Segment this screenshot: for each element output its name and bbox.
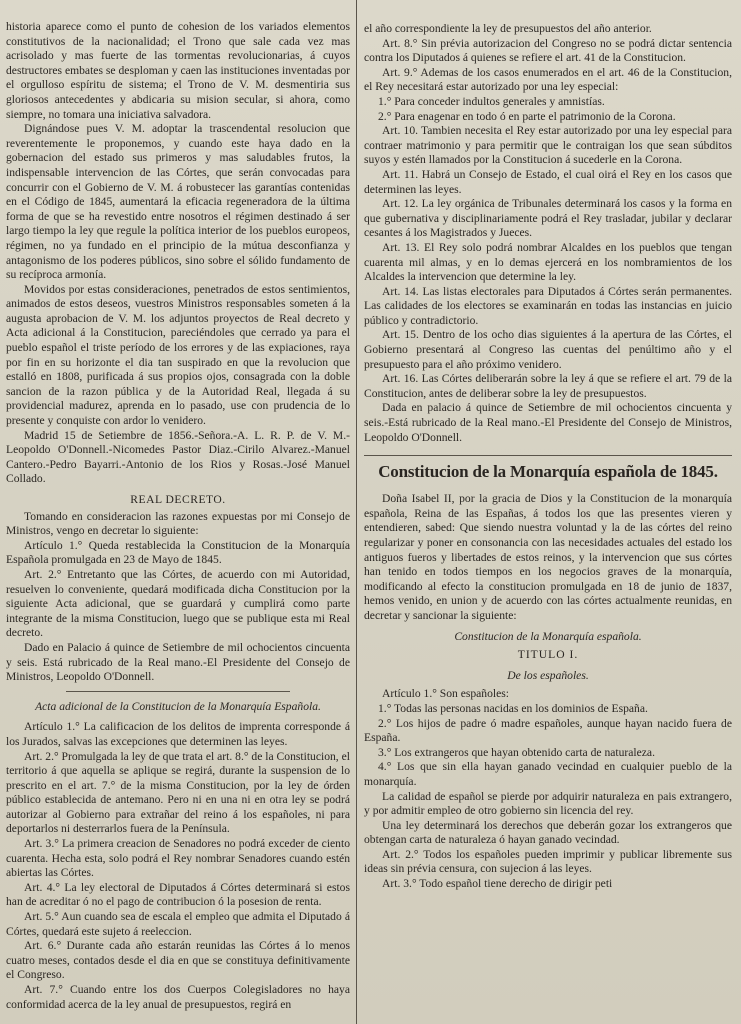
list-item: 1.° Todas las personas nacidas en los dominios de España. — [378, 701, 648, 715]
exposicion-paragraph: Movidos por estas consideraciones, penetrados de estos sentimientos, animados de estos deseos, vuestros Ministros responsables someten á la augusta aprobacion de V. M. los adjuntos proyectos de Real decreto y Acta adicional á la Constitucion, pareciéndoles que cerrado ya para el pueblo español el triste período de los errores y de las expiaciones, raya por fin en su horizonte el dia tan suspirado en que la revolucion que estalló en 1808, purificada á sus propios ojos, consagrada con la doble sancion de la razon pública y de la Autoridad Real, llegada á su providencial madurez, aprenda en lo pasado, use con prudencia de lo presente y conquiste con ardor lo venidero. — [6, 282, 350, 428]
acta-article: Art. 5.° Aun cuando sea de escala el empleo que admita el Diputado á Córtes, quedará este sujeto á reeleccion. — [6, 910, 350, 938]
left-column — [6, 20, 350, 1020]
acta-article: Art. 3.° La primera creacion de Senadores no podrá exceder de ciento cuarenta. Hecha esta, solo podrá el Rey nombrar Senadores cuando estén abiertas las Córtes. — [6, 837, 350, 880]
acta-article: Art. 16. Las Córtes deliberarán sobre la ley á que se refiere el art. 79 de la Constitucion, antes de deliberar sobre la ley de presupuestos. — [364, 372, 732, 400]
exposicion-paragraph: Dignándose pues V. M. adoptar la trascendental resolucion que reverentemente le proponemos, y cuando este haya dado en la gobernacion del estado sus primeros y mas saludables frutos, la indispensable intervencion de las Córtes, que serán convocadas para concurrir con el Gobierno de V. M. á robustecer las garantías contenidas en el Código de 1845, aumentará la eficacia regeneradora de la última forma de que se ha revestido entre nosotros el régimen destinado á ser largo tiempo la ley que regule la política interior de los pueblos europeos, régimen, no ya fundado en el principio de la mútua desconfianza y antagonismo de los poderes públicos, sino sobre el sólido fundamento de su recíproca armonía. — [6, 122, 350, 282]
acta-article: Art. 12. La ley orgánica de Tribunales determinará los casos y la forma en que gubernativa y disciplinariamente podrá el Rey trasladar, jubilar y declarar cesantes á los Magistrados y Jueces. — [364, 197, 732, 240]
acta-article: Art. 13. El Rey solo podrá nombrar Alcaldes en los pueblos que tengan cuarenta mil almas, y en lo demas ejercerá en los nombramientos de los Alcaldes la intervencion que determine la ley. — [364, 240, 732, 284]
acta-adicional-heading: Acta adicional de la Constitucion de la Monarquía Española. — [35, 699, 321, 713]
acta-article: Artículo 1.° La calificacion de los delitos de imprenta corresponde á los Jurados, salvas las excepciones que determinen las leyes. — [6, 720, 350, 748]
decree-paragraph: Tomando en consideracion las razones expuestas por mi Consejo de Ministros, vengo en decretar lo siguiente: — [6, 509, 350, 538]
exposicion-paragraph: historia aparece como el punto de cohesion de los variados elementos constitutivos de la nacionalidad; el Trono que sale cada vez mas acrisolado y mas fuerte de las tormentas revolucionarias, á cuyos destructores embates se desploman y caen las instituciones inventadas por el orgulloso espíritu de sistema; el Trono de V. M. desmentiria sus gloriosos antecedentes y abdicaria su mision secular, si ahora, como siempre, no tomara una iniciativa salvadora. — [6, 20, 350, 121]
constitution-paragraph: Una ley determinará los derechos que deberán gozar los extrangeros que obtengan carta de naturaleza ó hayan ganado vecindad. — [364, 818, 732, 847]
titulo-heading: TITULO I. — [517, 648, 579, 662]
constitution-article: Art. 2.° Todos los españoles pueden imprimir y publicar libremente sus ideas sin prévia censura, con sujecion á las leyes. — [364, 847, 732, 876]
column-divider — [356, 0, 357, 1024]
decree-article: Artículo 1.° Queda restablecida la Constitucion de la Monarquía Española promulgada en 23 de Mayo de 1845. — [6, 538, 350, 567]
acta-article: Art. 11. Habrá un Consejo de Estado, el cual oirá el Rey en los casos que determinen las leyes. — [364, 167, 732, 196]
constitution-title: Constitucion de la Monarquía española de 1845. — [364, 455, 732, 482]
list-item: 4.° Los que sin ella hayan ganado vecindad en cualquier pueblo de la monarquía. — [364, 760, 732, 788]
acta-signature: Dada en palacio á quince de Setiembre de mil ochocientos cincuenta y seis.-Está rubricado de la Real mano.-El Presidente del Consejo de Ministros, Leopoldo O'Donnell. — [364, 401, 732, 444]
acta-article: Art. 2.° Promulgada la ley de que trata el art. 8.° de la Constitucion, el territorio á que aquella se aplique se regirá, durante la suspension de lo prescrito en el art. 7.° de la misma Constitucion, por la ley de órden público establecida de antemano. Pero ni en una ni en otra ley se podrá autorizar al Gobierno para extrañar del reino á los españoles, ni para deportarlos ni desterrarlos fuera de la Península. — [6, 749, 350, 836]
signature-block: Madrid 15 de Setiembre de 1856.-Señora.-A. L. R. P. de V. M.-Leopoldo O'Donnell.-Nicomedes Pastor Diaz.-Cirilo Alvarez.-Manuel Cantero.-Pedro Bayarri.-Antonio de los Rios y Rosas.-José Manuel Collado. — [6, 428, 350, 486]
acta-article: Art. 6.° Durante cada año estarán reunidas las Córtes á lo menos cuatro meses, contados desde el dia en que se constituya definitivamente el Congreso. — [6, 939, 350, 982]
acta-article: Art. 15. Dentro de los ocho dias siguientes á la apertura de las Córtes, el Gobierno presentará al Congreso las cuentas del penúltimo año y el presupuesto para el año próximo venidero. — [364, 328, 732, 371]
decree-article: Art. 2.° Entretanto que las Córtes, de acuerdo con mi Autoridad, resuelven lo conveniente, quedará modificada dicha Constitucion por la siguiente Acta adicional, que se guardará y cumplirá como parte integrante de la misma Constitucion, luego que se publique esta mi Real decreto. — [6, 567, 350, 640]
acta-article: Art. 14. Las listas electorales para Diputados á Córtes serán permanentes. Las calidades de los electores se examinarán en todas las instancias en juicio público y contradictorio. — [364, 284, 732, 327]
constitution-article: Artículo 1.° Son españoles: — [382, 687, 509, 701]
right-column — [364, 22, 732, 1020]
list-item: 3.° Los extrangeros que hayan obtenido carta de naturaleza. — [378, 745, 655, 759]
list-item: 2.° Los hijos de padre ó madre españoles, aunque hayan nacido fuera de España. — [364, 716, 732, 745]
constitution-paragraph: La calidad de español se pierde por adquirir naturaleza en pais extrangero, y por admitir empleo de otro gobierno sin licencia del rey. — [364, 789, 732, 818]
real-decreto-heading: REAL DECRETO. — [130, 493, 226, 506]
constitution-article: Art. 3.° Todo español tiene derecho de dirigir peti — [382, 877, 613, 891]
preamble-paragraph: Doña Isabel II, por la gracia de Dios y la Constitucion de la monarquía española, Reina de las Españas, á todos los que las presentes vieren y entendieren, sabed: Que siendo nuestra voluntad y la de las córtes del reino regularizar y poner en consonancia con las necesidades actuales del estado los antiguos fueros y libertades de estos reinos, y la intervencion que sus córtes han tenido en todos tiempos en los negocios graves de la monarquía, modificando al efecto la constitucion promulgada en 18 de junio de 1837, hemos venido, en union y de acuerdo con las córtes actualmente reunidas, en decretar y sancionar la siguiente: — [364, 492, 732, 622]
acta-article: Art. 9.° Ademas de los casos enumerados en el art. 46 de la Constitucion, el Rey necesitará estar autorizado por una ley especial: — [364, 65, 732, 94]
acta-article: el año correspondiente la ley de presupuestos del año anterior. — [364, 22, 652, 35]
acta-article: Art. 4.° La ley electoral de Diputados á Córtes determinará si estos han de acreditar ó no el pago de contribucion ó la posesion de renta. — [6, 880, 350, 909]
acta-article: Art. 7.° Cuando entre los dos Cuerpos Colegisladores no haya conformidad acerca de la ley anual de presupuestos, regirá en — [6, 983, 350, 1011]
section-rule — [66, 691, 290, 692]
acta-article: Art. 10. Tambien necesita el Rey estar autorizado por una ley especial para contraer matrimonio y para permitir que le contraigan los que sean súbditos suyos y estén llamados por la Constitucion á sucederle en la Corona. — [364, 124, 732, 167]
decree-signature: Dado en Palacio á quince de Setiembre de mil ochocientos cincuenta y seis. Está rubricado de la Real mano.-El Presidente del Consejo de Ministros, Leopoldo O'Donnell. — [6, 640, 350, 684]
constitution-subtitle: Constitucion de la Monarquía española. — [454, 629, 642, 643]
list-item: 1.° Para conceder indultos generales y amnistías. — [378, 94, 605, 108]
list-item: 2.° Para enagenar en todo ó en parte el patrimonio de la Corona. — [378, 109, 676, 123]
acta-article: Art. 8.° Sin prévia autorizacion del Congreso no se podrá dictar sentencia contra los Diputados á quienes se refiere el art. 41 de la Constitucion. — [364, 36, 732, 65]
titulo-subheading: De los españoles. — [507, 668, 589, 682]
